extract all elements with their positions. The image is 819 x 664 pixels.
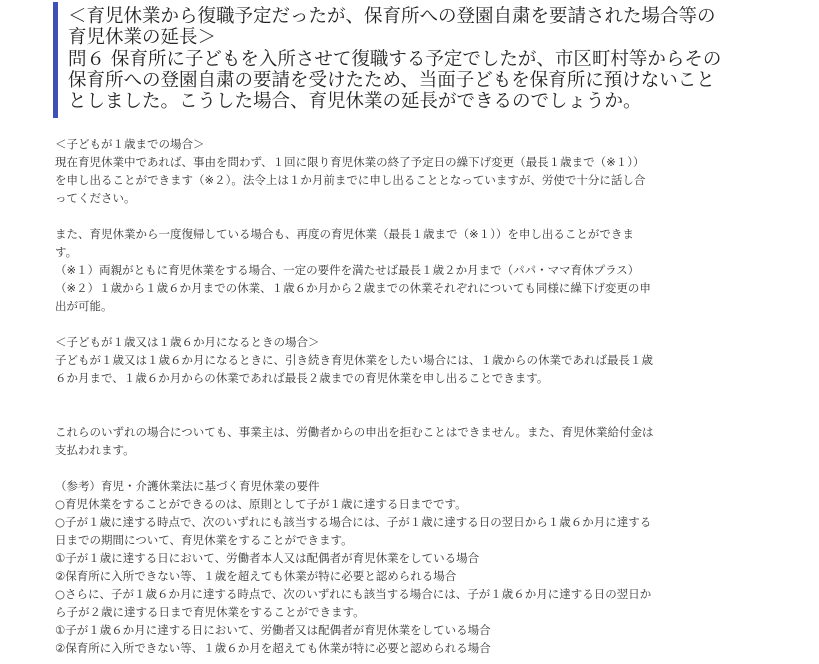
ref-line: ○さらに、子が１歳６か月に達する時点で、次のいずれにも該当する場合には、子が１歳６か月に達する日の翌日か ら子が２歳に達する日まで育児休業をすることができます。 xyxy=(55,587,652,619)
employer-text: これらのいずれの場合についても、事業主は、労働者からの申出を拒むことはできません。また、育児休業給付金は 支払われます。 xyxy=(55,425,654,457)
ref-line: ②保育所に入所できない等、１歳を超えても休業が特に必要と認められる場合 xyxy=(55,569,457,583)
note-1: （※１）両親がともに育児休業をする場合、一定の要件を満たせば最長１歳２か月まで（パパ・ママ育休プラス） xyxy=(55,263,640,277)
answer-section xyxy=(55,135,715,657)
ref-line: ②保育所に入所できない等、１歳６か月を超えても休業が特に必要と認められる場合 xyxy=(55,641,491,655)
under1-heading: ＜子どもが１歳までの場合＞ xyxy=(55,137,205,151)
over1-heading: ＜子どもが１歳又は１歳６か月になるときの場合＞ xyxy=(55,335,320,349)
under1-text: 現在育児休業中であれば、事由を問わず、１回に限り育児休業の終了予定日の繰下げ変更（最長１歳まで（※１）） を申し出ることができます（※２）。法令上は１か月前までに申し出ることとなっていますが、労使で十分に話し合 ってください。 xyxy=(55,155,646,205)
ref-line: ○育児休業をすることができるのは、原則として子が１歳に達する日までです。 xyxy=(55,497,467,511)
returned-text: また、育児休業から一度復帰している場合も、再度の育児休業（最長１歳まで（※１））を申し出ることができま す。 xyxy=(55,227,634,259)
question-heading: ＜育児休業から復職予定だったが、保育所への登園自粛を要請された場合等の 育児休業の延長＞ xyxy=(68,6,716,48)
ref-line: ①子が１歳に達する日において、労働者本人又は配偶者が育児休業をしている場合 xyxy=(55,551,480,565)
question-body: 問６ 保育所に子どもを入所させて復職する予定でしたが、市区町村等からその 保育所への登園自粛の要請を受けたため、当面子どもを保育所に預けないこと としました。こうした場合、育児休業の延長ができるのでしょうか。 xyxy=(68,49,722,112)
note-2: （※２）１歳から１歳６か月までの休業、１歳６か月から２歳までの休業それぞれについても同様に繰下げ変更の申 出が可能。 xyxy=(55,281,651,313)
ref-line: ①子が１歳６か月に達する日において、労働者又は配偶者が育児休業をしている場合 xyxy=(55,623,491,637)
ref-line: ○子が１歳に達する時点で、次のいずれにも該当する場合には、子が１歳に達する日の翌日から１歳６か月に達する 日までの期間について、育児休業をすることができます。 xyxy=(55,515,652,547)
over1-text: 子どもが１歳又は１歳６か月になるときに、引き続き育児休業をしたい場合には、１歳からの休業であれば最長１歳 ６か月まで、１歳６か月からの休業であれば最長２歳までの育児休業を申し出ることできます。 xyxy=(55,353,653,385)
question-box xyxy=(53,2,808,118)
reference-heading: （参考）育児・介護休業法に基づく育児休業の要件 xyxy=(55,479,320,493)
